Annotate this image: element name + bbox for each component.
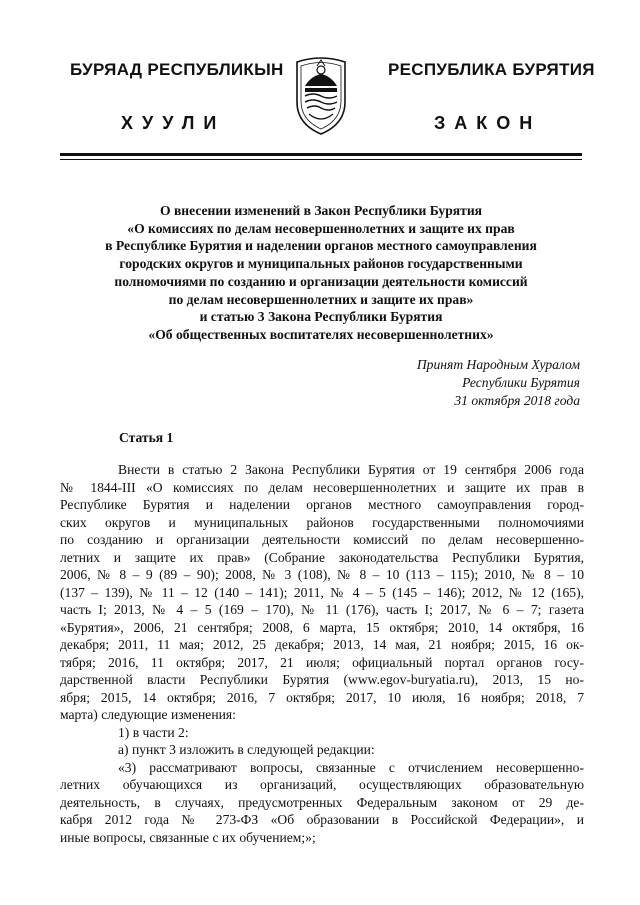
article-body (60, 461, 584, 846)
body-line: Внести в статью 2 Закона Республики Бурятия от 19 сентября 2006 года (118, 462, 584, 477)
body-line: часть I; 2013, № 4 – 5 (169 – 170), № 11 (176), часть I; 2017, № 6 – 7; газета (60, 602, 584, 617)
coat-of-arms-emblem-icon (289, 52, 353, 136)
body-line: 1) в части 2: (118, 724, 189, 740)
header-divider-thin (60, 159, 582, 160)
header-divider-thick (60, 153, 582, 156)
title-line: городских округов и муниципальных районов государственными (119, 256, 523, 272)
body-line: по созданию и организации деятельности комиссий по делам несовершенно- (60, 532, 584, 547)
body-line: ября; 2015, 14 октября; 2016, 7 октября; 2017, 10 июля, 16 ноября; 2018, 7 (60, 689, 584, 705)
body-line: иные вопросы, связанные с их обучением;»; (60, 829, 316, 845)
title-line: и статью 3 Закона Республики Бурятия (199, 309, 443, 325)
body-line: кабря 2012 года № 273-ФЗ «Об образовании в Российской Федерации», и (60, 812, 584, 827)
body-line: № 1844-III «О комиссиях по делам несовершеннолетних и защите их прав в (60, 479, 584, 495)
title-line: по делам несовершеннолетних и защите их прав» (168, 291, 474, 307)
title-line: в Республике Бурятия и наделении органов местного самоуправления (105, 238, 537, 254)
body-line: ских округов и муниципальных районов государственными полномочиями (60, 514, 584, 530)
body-line: дарственной власти Республики Бурятия (www.egov-buryatia.ru), 2013, 15 но- (60, 672, 584, 687)
body-line: а) пункт 3 изложить в следующей редакции: (118, 742, 375, 757)
adoption-line: Принят Народным Хуралом (416, 357, 580, 372)
body-line: Республике Бурятия и наделении органов местного самоуправления город- (60, 497, 584, 512)
body-line: «Бурятия», 2006, 21 сентября; 2008, 6 марта, 15 октября; 2010, 14 октября, 16 (60, 619, 584, 635)
law-title (60, 202, 582, 344)
title-line: «Об общественных воспитателях несовершеннолетних» (148, 326, 494, 342)
header-republic-buryat: БУРЯАД РЕСПУБЛИКЫН (70, 60, 284, 79)
title-line: полномочиями по созданию и организации деятельности комиссий (114, 273, 528, 289)
body-line: деятельность, в случаях, предусмотренных Федеральным законом от 29 де- (60, 794, 584, 810)
title-line: О внесении изменений в Закон Республики Бурятия (159, 203, 483, 218)
adoption-date: 31 октября 2018 года (454, 393, 580, 408)
article-heading: Статья 1 (119, 430, 174, 445)
body-line: декабря; 2011, 11 мая; 2012, 25 декабря; 2013, 14 мая, 21 ноября; 2015, 16 ок- (60, 637, 584, 652)
body-line: 2006, № 8 – 9 (89 – 90); 2008, № 3 (108), № 8 – 10 (113 – 115); 2010, № 8 – 10 (60, 567, 584, 582)
header-doctype-russian: ЗАКОН (434, 113, 542, 133)
body-line: летних обучающихся из организаций, осуществляющих образовательную (60, 777, 584, 792)
adoption-line: Республики Бурятия (462, 375, 580, 390)
body-line: марта) следующие изменения: (60, 707, 236, 722)
body-line: «3) рассматривают вопросы, связанные с отчислением несовершенно- (118, 759, 584, 775)
header-republic-russian: РЕСПУБЛИКА БУРЯТИЯ (388, 60, 595, 79)
body-line: тября; 2016, 11 октября; 2017, 21 июля; официальный портал органов госу- (60, 654, 584, 670)
body-line: (137 – 139), № 11 – 12 (140 – 141); 2011, № 4 – 5 (145 – 146); 2012, № 12 (165), (60, 584, 584, 600)
title-line: «О комиссиях по делам несовершеннолетних и защите их прав (127, 220, 515, 236)
header-doctype-buryat: ХУУЛИ (121, 113, 226, 133)
body-line: летних и защите их прав» (Собрание законодательства Республики Бурятия, (60, 549, 584, 565)
adoption-note (417, 356, 580, 410)
